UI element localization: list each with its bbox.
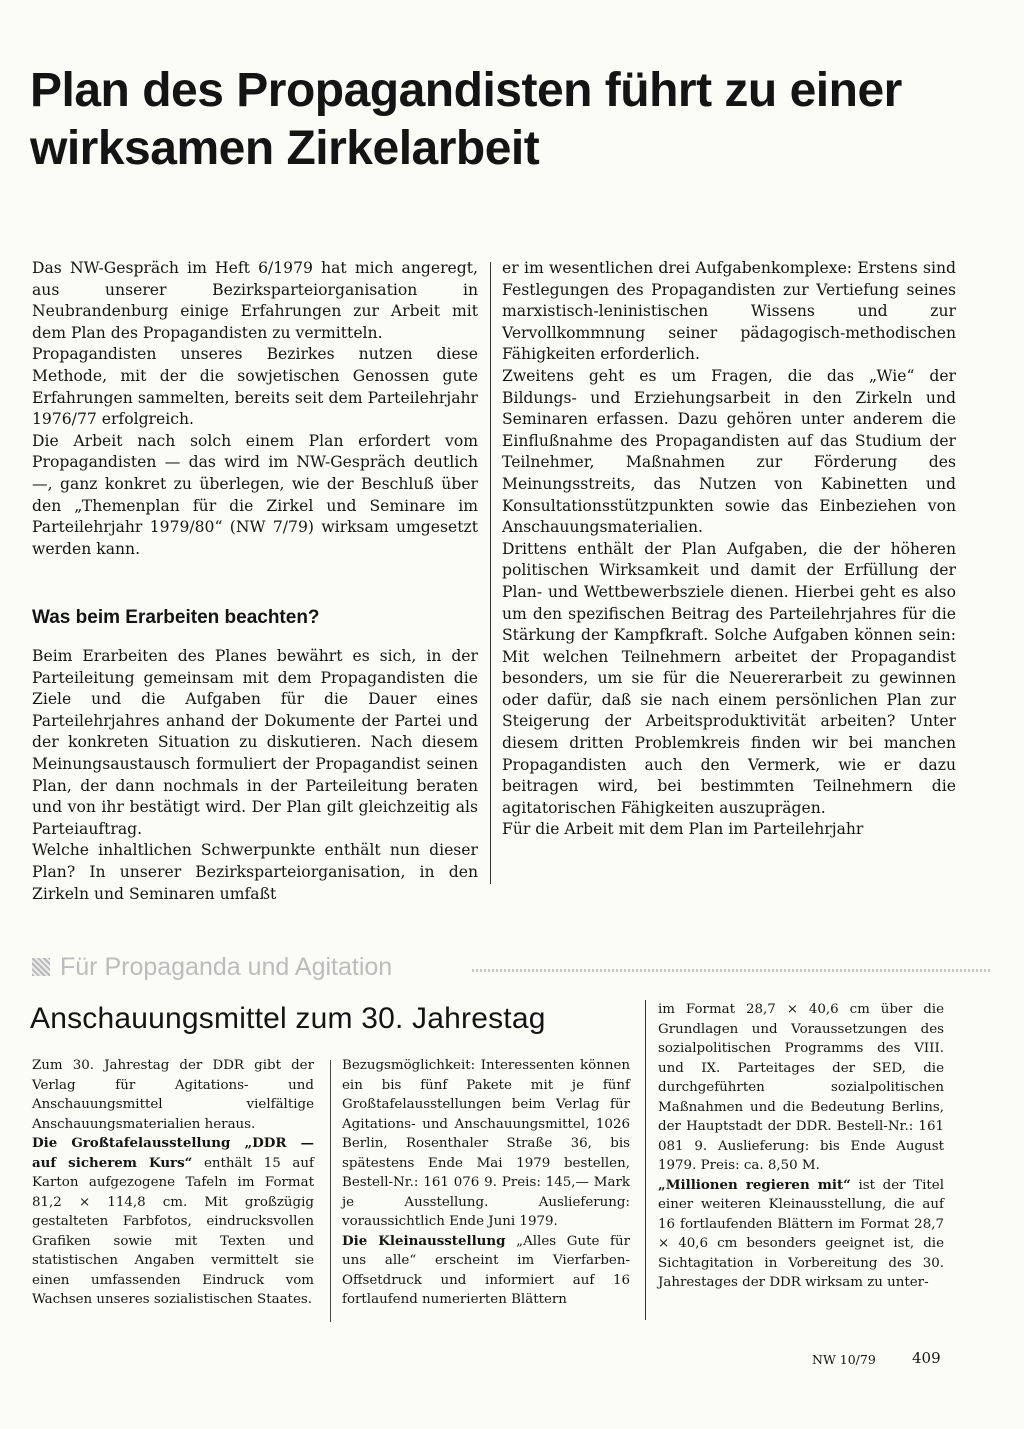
news-column-3 <box>658 1000 944 1293</box>
paragraph: Drittens enthält der Plan Aufgaben, die der höheren politischen Wirksamkeit und damit der Erfüllung der Plan- und Wettbewerbsziele dienen. Hierbei geht es also um den spezifischen Beitrag des Parteilehrjahres für die Stärkung der Kampfkraft. Solche Aufgaben können sein: Mit welchen Teilnehmern arbeitet der Propagandist besonders, um sie für die Neuererarbeit zu gewinnen oder dafür, daß sie nach einem persönlichen Plan zur Steigerung der Arbeitsproduktivität arbeiten? Unter diesem dritten Problemkreis finden wir bei manchen Propagandisten auch den Vermerk, wie er dazu beitragen wird, bei bestimmten Teilnehmern die agitatorischen Fähigkeiten auszuprägen. <box>502 539 956 817</box>
paragraph: Bezugsmöglichkeit: Interessenten können ein bis fünf Pakete mit je fünf Großtafelausstellungen beim Verlag für Agitations- und Anschauungsmittel, 1026 Berlin, Rosenthaler Straße 36, bis spätestens Ende Mai 1979 bestellen, Bestell-Nr.: 161 076 9. Preis: 145,— Mark je Ausstellung. Auslieferung: voraussichtlich Ende Juni 1979. <box>342 1058 630 1229</box>
paragraph: Zweitens geht es um Fragen, die das „Wie“ der Bildungs- und Erziehungsarbeit in den Zirkeln und Seminaren erfassen. Dazu gehören unter anderem die Einflußnahme des Propagandisten auf das Studium der Teilnehmer, Maßnahmen zur Förderung des Meinungsstreits, das Nutzen von Kabinetten und Konsultationsstützpunkten sowie das Einbeziehen von Anschauungsmaterialien. <box>502 366 956 537</box>
paragraph <box>32 1134 314 1310</box>
section-rule <box>472 969 992 972</box>
paragraph <box>658 1176 944 1293</box>
paragraph: Das NW-Gespräch im Heft 6/1979 hat mich angeregt, aus unserer Bezirksparteiorganisation in Neubrandenburg einige Erfahrungen zur Arbeit mit dem Plan des Propagandisten zu vermitteln. <box>32 259 478 342</box>
paragraph <box>342 1232 630 1310</box>
headline: Plan des Propagandisten führt zu einer wirksamen Zirkelarbeit <box>30 64 902 175</box>
paragraph: Für die Arbeit mit dem Plan im Parteilehrjahr <box>502 820 864 839</box>
bold-lead: Die Kleinausstellung <box>342 1232 506 1249</box>
paragraph: Beim Erarbeiten des Planes bewährt es sich, in der Parteileitung gemeinsam mit dem Propagandisten die Ziele und die Aufgaben für die Dauer eines Parteilehrjahres anhand der Dokumente der Partei und der konkreten Situation zu diskutieren. Nach diesem Meinungsaustausch formuliert der Propagandist seinen Plan, der dann nochmals in der Parteileitung beraten und von ihr bestätigt wird. Der Plan gilt gleichzeitig als Parteiauftrag. <box>32 647 478 838</box>
section-marker-icon <box>32 958 50 976</box>
article-column-1 <box>32 258 478 560</box>
column-divider <box>645 1000 646 1320</box>
paragraph: Propagandisten unseres Bezirkes nutzen diese Methode, mit der die sowjetischen Genossen gute Erfahrungen sammelten, bereits seit dem Parteilehrjahr 1976/77 erfolgreich. <box>32 345 478 429</box>
paragraph-rest: enthält 15 auf Karton aufgezogene Tafeln im Format 81,2 × 114,8 cm. Mit großzügig gestalteten Farbfotos, eindrucksvollen Grafiken sowie mit Texten und statistischen Angaben vermittelt sie einen umfassenden Eindruck vom Wachsen unseres sozialistischen Staates. <box>32 1155 314 1307</box>
bold-lead: Die Großtafelausstellung „DDR — auf sicherem Kurs“ <box>32 1135 314 1171</box>
page-number: 409 <box>912 1349 941 1367</box>
paragraph: Die Arbeit nach solch einem Plan erfordert vom Propagandisten — das wird im NW-Gespräch deutlich —, ganz konkret zu überlegen, wie der Beschluß über den „Themenplan für die Zirkel und Seminare im Parteilehrjahr 1979/80“ (NW 7/79) wirksam umgesetzt werden kann. <box>32 431 478 558</box>
paragraph-rest: „Alles Gute für uns alle“ erscheint im Vierfarben-Offsetdruck und informiert auf 16 fortlaufend numerierten Blättern <box>342 1233 630 1307</box>
paragraph: er im wesentlichen drei Aufgabenkomplexe: Erstens sind Festlegungen des Propagandisten zur Vertiefung seines marxistisch-leninistischen Wissens und zur Vervollkommnung seiner pädagogisch-methodischen Fähigkeiten erforderlich. <box>502 259 956 364</box>
paragraph: Welche inhaltlichen Schwerpunkte enthält nun dieser Plan? In unserer Bezirksparteiorganisation, in den Zirkeln und Seminaren umfaßt <box>32 841 478 903</box>
news-column-1 <box>32 1056 314 1310</box>
headline-secondary: Anschauungsmittel zum 30. Jahrestag <box>30 1002 546 1035</box>
paragraph: Zum 30. Jahrestag der DDR gibt der Verlag für Agitations- und Anschauungsmittel vielfältige Anschauungsmaterialien heraus. <box>32 1058 314 1132</box>
bold-lead: „Millionen regieren mit“ <box>658 1176 851 1193</box>
column-divider <box>330 1060 331 1322</box>
section-band <box>32 950 992 984</box>
paragraph-rest: ist der Titel einer weiteren Kleinausstellung, die auf 16 fortlaufenden Blättern im Format 28,7 × 40,6 cm besonders geeignet ist, die Sichtagitation in Vorbereitung des 30. Jahrestages der DDR wirksam zu unter- <box>658 1177 944 1290</box>
news-column-2 <box>342 1056 630 1310</box>
article-column-2 <box>502 258 956 841</box>
issue-label: NW 10/79 <box>812 1352 876 1367</box>
paragraph: im Format 28,7 × 40,6 cm über die Grundlagen und Voraussetzungen des sozialpolitischen Programms des VIII. und IX. Parteitages der SED, die durchgeführten sozialpolitischen Maßnahmen und die Bedeutung Berlins, der Hauptstadt der DDR. Bestell-Nr.: 161 081 9. Auslieferung: bis Ende August 1979. Preis: ca. 8,50 M. <box>658 1002 944 1173</box>
article-column-1-continued <box>32 646 478 905</box>
section-label: Für Propaganda und Agitation <box>60 953 393 981</box>
column-divider <box>490 262 491 884</box>
subheading: Was beim Erarbeiten beachten? <box>32 607 320 628</box>
